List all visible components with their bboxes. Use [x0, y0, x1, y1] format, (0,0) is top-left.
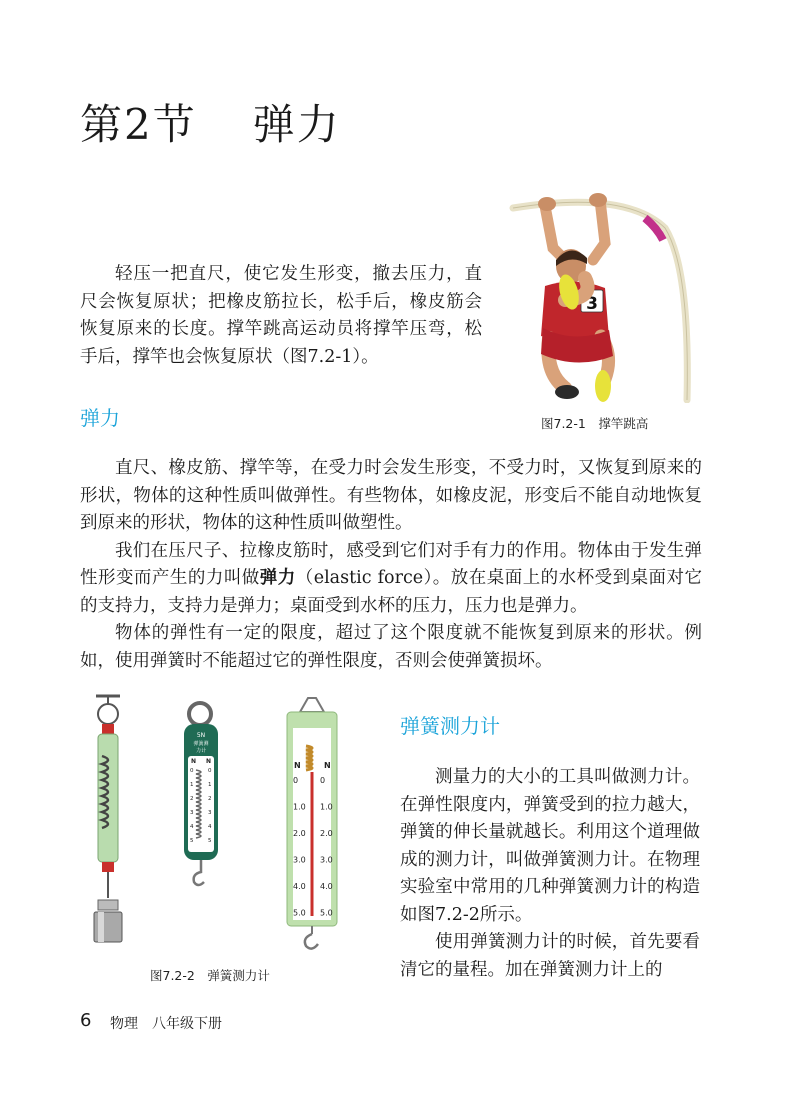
right-tick-right: 4.0	[320, 882, 333, 891]
right-n-left: N	[294, 761, 301, 770]
right-tick-right: 1.0	[320, 802, 333, 812]
middle-tick-left: 4	[190, 824, 194, 830]
figure-spring-scales	[80, 690, 380, 952]
side-text	[400, 764, 700, 984]
right-tick-left: 2.0	[293, 829, 306, 838]
middle-unit: 5N	[196, 732, 206, 739]
middle-tick-left: 5	[190, 838, 194, 844]
middle-tick-left: 0	[190, 768, 194, 774]
right-tick-right: 5.0	[320, 908, 333, 918]
paragraph-elastic-force: 我们在压尺子、拉橡皮筋时，感受到它们对手有力的作用。物体由于发生弹性形变而产生的力叫做弹力（elastic force）。放在桌面上的水杯受到桌面对它的支持力，支持力是弹力；桌面受到水杯的压力，压力也是弹力。	[80, 540, 703, 616]
middle-tick-left: 1	[190, 782, 194, 788]
right-tick-left: 4.0	[293, 882, 306, 891]
paragraph-elastic-limit: 物体的弹性有一定的限度，超过了这个限度就不能恢复到原来的形状。例如，使用弹簧时不能超过它的弹性限度，否则会使弹簧损坏。	[80, 623, 702, 671]
right-tick-left: 5.0	[293, 908, 306, 918]
right-n-right: N	[324, 761, 331, 770]
pole-vault-image	[505, 188, 695, 403]
middle-n-right: N	[206, 758, 212, 765]
figure-pole-vault	[505, 188, 695, 403]
section-title	[80, 92, 341, 152]
heading-elastic-force: 弹力	[80, 406, 120, 430]
paragraph-elasticity: 直尺、橡皮筋、撑竿等，在受力时会发生形变，不受力时，又恢复到原来的形状，物体的这种性质叫做弹性。有些物体，如橡皮泥，形变后不能自动地恢复到原来的形状，物体的这种性质叫做塑性。	[80, 458, 702, 533]
right-tick-right: 3.0	[320, 855, 333, 865]
intro-paragraph: 轻压一把直尺，使它发生形变，撤去压力，直尺会恢复原状；把橡皮筋拉长，松手后，橡皮筋会恢复原来的长度。撑竿跳高运动员将撑竿压弯，松手后，撑竿也会恢复原状（图7.2-1）。	[80, 264, 482, 367]
book-title: 物理 八年级下册	[110, 1016, 222, 1032]
middle-tick-right: 2	[208, 796, 212, 802]
middle-tick-right: 0	[208, 768, 212, 774]
right-tick-left: 0	[293, 776, 299, 785]
page-number: 6	[80, 1010, 92, 1031]
right-tick-right: 2.0	[320, 829, 333, 838]
section-number: 第2节	[80, 100, 197, 149]
paragraph-usage: 使用弹簧测力计的时候，首先要看清它的量程。加在弹簧测力计上的	[400, 932, 700, 980]
bib-number: 3	[586, 294, 598, 314]
middle-label2: 力计	[195, 748, 207, 754]
right-tick-left: 3.0	[293, 855, 306, 865]
middle-tick-right: 4	[208, 824, 212, 830]
middle-tick-right: 5	[208, 838, 212, 844]
heading-spring-scale: 弹簧测力计	[400, 714, 500, 738]
middle-tick-right: 1	[208, 782, 212, 788]
term-elastic-force: 弹力	[259, 568, 296, 588]
flat-spring-scale	[184, 703, 218, 885]
middle-tick-left: 3	[190, 810, 194, 816]
right-tick-right: 0	[320, 776, 326, 785]
figure1-caption: 图7.2-1 撑竿跳高	[541, 416, 649, 431]
middle-n-left: N	[191, 758, 197, 765]
right-tick-left: 1.0	[293, 802, 306, 812]
body-text	[80, 455, 702, 675]
section-name: 弹力	[252, 100, 341, 149]
figure2-caption: 图7.2-2 弹簧测力计	[150, 968, 270, 983]
spring-scales-image	[80, 690, 380, 952]
middle-label1: 弹簧测	[193, 741, 209, 747]
middle-tick-left: 2	[190, 796, 194, 802]
tube-spring-scale	[94, 696, 122, 942]
middle-tick-right: 3	[208, 810, 212, 816]
board-spring-scale	[287, 698, 337, 949]
paragraph-dynamometer: 测量力的大小的工具叫做测力计。在弹性限度内，弹簧受到的拉力越大，弹簧的伸长量就越长。利用这个道理做成的测力计，叫做弹簧测力计。在物理实验室中常用的几种弹簧测力计的构造如图7.2-2所示。	[400, 767, 700, 925]
